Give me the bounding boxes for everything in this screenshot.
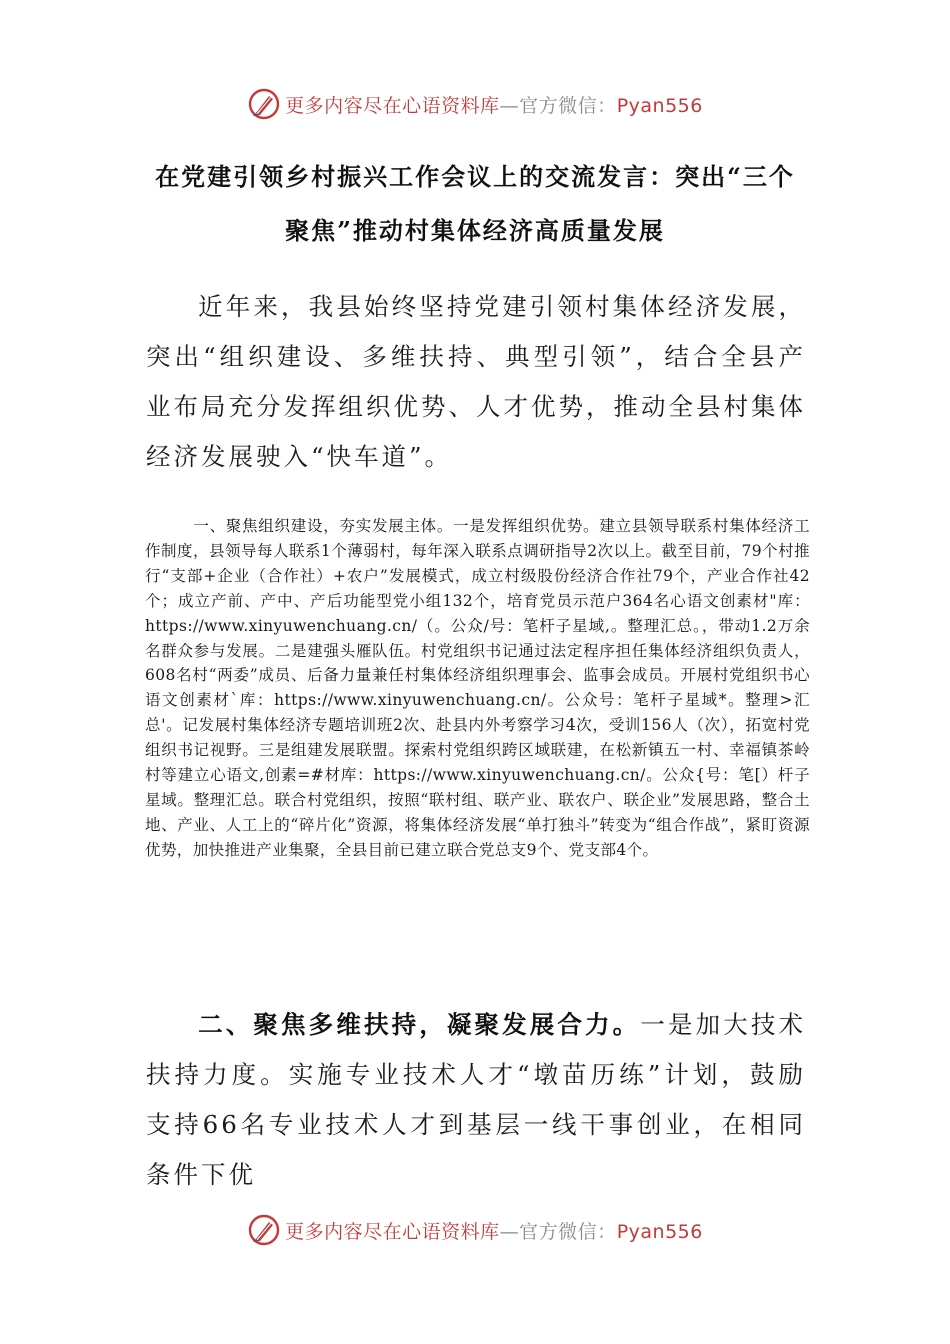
section-two-heading: 二、聚焦多维扶持，凝聚发展合力。: [198, 1010, 641, 1039]
document-title: [150, 150, 800, 258]
watermark-banner-top: [0, 84, 950, 124]
section-two-paragraph: 二、聚焦多维扶持，凝聚发展合力。一是加大技术扶持力度。实施专业技术人才“墩苗历练”计划，鼓励支持66名专业技术人才到基层一线干事创业，在相同条件下优: [146, 1010, 807, 1189]
watermark-text: 更多内容尽在心语资料库—官方微信：Pyan556: [285, 94, 703, 117]
section-one-paragraph: 一、聚焦组织建设，夯实发展主体。一是发挥组织优势。建立县领导联系村集体经济工作制度，县领导每人联系1个薄弱村，每年深入联系点调研指导2次以上。截至目前，79个村推行“支部+企业（合作社）+农户”发展模式，成立村级股份经济合作社79个，产业合作社42个；成立产前、产中、产后功能型党小组132个，培育党员示范户364名心语文创素材"库：https://www.xinyuwenchuang.cn/（。公众/号：笔杆子星域,。整理汇总。，带动1.2万余名群众参与发展。二是建强头雁队伍。村党组织书记通过法定程序担任集体经济组织负责人，608名村“两委”成员、后备力量兼任村集体经济组织理事会、监事会成员。开展村党组织书心语文创素材`库：https://www.xinyuwenchuang.cn/。公众号：笔杆子星域*。整理>汇总'。记发展村集体经济专题培训班2次、赴县内外考察学习4次，受训156人（次），拓宽村党组织书记视野。三是组建发展联盟。探索村党组织跨区域联建，在松新镇五一村、幸福镇茶岭村等建立心语文,创素=#材库：https://www.xinyuwenchuang.cn/。公众{号：笔[）杆子星域。整理汇总。联合村党组织，按照“联村组、联产业、联农户、联企业”发展思路，整合土地、产业、人工上的“碎片化”资源，将集体经济发展“单打独斗”转变为“组合作战”，紧盯资源优势，加快推进产业集聚，全县目前已建立联合党总支9个、党支部4个。: [145, 517, 810, 859]
watermark-text: 更多内容尽在心语资料库—官方微信：Pyan556: [285, 1220, 703, 1243]
intro-paragraph: 近年来，我县始终坚持党建引领村集体经济发展，突出“组织建设、多维扶持、典型引领”，结合全县产业布局充分发挥组织优势、人才优势，推动全县村集体经济发展驶入“快车道”。: [146, 292, 806, 471]
title-line-2: 聚焦”推动村集体经济高质量发展: [285, 216, 665, 245]
watermark-banner-bottom: [0, 1210, 950, 1250]
pen-nib-logo-icon: [247, 87, 281, 121]
title-line-1: 在党建引领乡村振兴工作会议上的交流发言：突出“三个: [155, 162, 795, 191]
pen-nib-logo-icon: [247, 1213, 281, 1247]
